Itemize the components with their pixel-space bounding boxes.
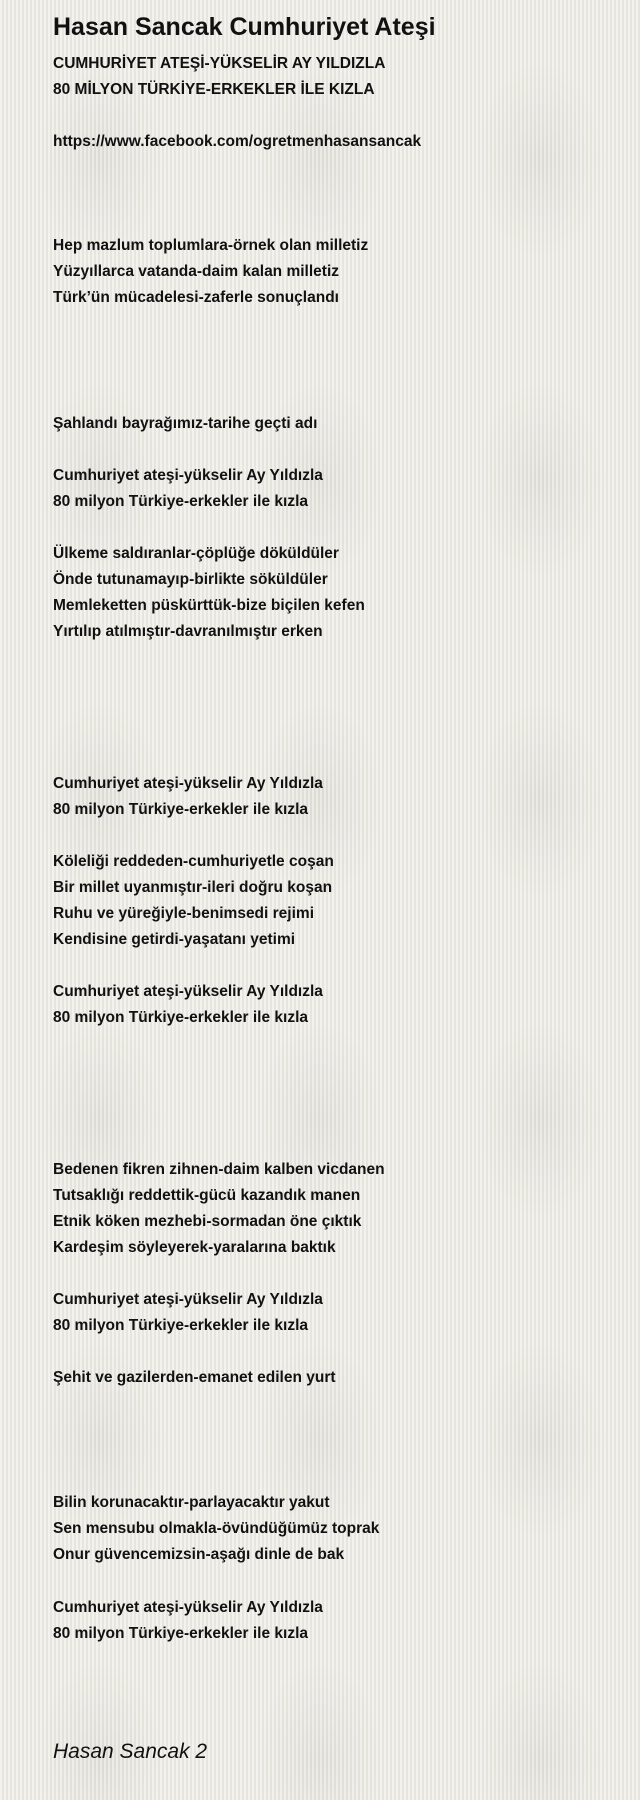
poem-line: Yüzyıllarca vatanda-daim kalan milletiz <box>53 263 340 280</box>
poem-line: Cumhuriyet ateşi-yükselir Ay Yıldızla <box>53 983 323 1000</box>
poem-line: Bilin korunacaktır-parlayacaktır yakut <box>53 1494 330 1511</box>
poem-line: Memleketten püskürttük-bize biçilen kefen <box>53 597 365 614</box>
poem-line: Şahlandı bayrağımız-tarihe geçti adı <box>53 415 318 432</box>
stanza-refrain <box>53 979 323 1031</box>
stanza-refrain <box>53 1287 323 1339</box>
poem-line: Cumhuriyet ateşi-yükselir Ay Yıldızla <box>53 467 323 484</box>
poem-line: Sen mensubu olmakla-övündüğümüz toprak <box>53 1520 380 1537</box>
poem-line: 80 milyon Türkiye-erkekler ile kızla <box>53 1317 309 1334</box>
poem-title: Hasan Sancak Cumhuriyet Ateşi <box>53 13 436 41</box>
poem-line: Cumhuriyet ateşi-yükselir Ay Yıldızla <box>53 1599 323 1616</box>
poem-line: 80 MİLYON TÜRKİYE-ERKEKLER İLE KIZLA <box>53 81 375 98</box>
poem-line: Bedenen fikren zihnen-daim kalben vicdanen <box>53 1161 385 1178</box>
stanza-refrain <box>53 463 323 515</box>
stanza <box>53 1490 379 1568</box>
author-signature: Hasan Sancak 2 <box>53 1740 208 1763</box>
stanza-refrain <box>53 771 323 823</box>
poem-line: 80 milyon Türkiye-erkekler ile kızla <box>53 493 309 510</box>
stanza <box>53 849 334 953</box>
stanza <box>53 411 317 437</box>
poem-line: Köleliği reddeden-cumhuriyetle coşan <box>53 853 334 870</box>
poem-line: Tutsaklığı reddettik-gücü kazandık manen <box>53 1187 361 1204</box>
poem-line: Kardeşim söyleyerek-yaralarına baktık <box>53 1239 336 1256</box>
poem-line: Önde tutunamayıp-birlikte söküldüler <box>53 571 328 588</box>
stanza-refrain-caps <box>53 51 385 103</box>
poem-line: 80 milyon Türkiye-erkekler ile kızla <box>53 801 309 818</box>
stanza <box>53 1157 385 1261</box>
poem-line: Etnik köken mezhebi-sormadan öne çıktık <box>53 1213 362 1230</box>
facebook-link-block <box>53 129 421 155</box>
stanza-refrain <box>53 1595 323 1647</box>
poem-line: Cumhuriyet ateşi-yükselir Ay Yıldızla <box>53 1291 323 1308</box>
poem-line: Cumhuriyet ateşi-yükselir Ay Yıldızla <box>53 775 323 792</box>
poem-line: CUMHURİYET ATEŞİ-YÜKSELİR AY YILDIZLA <box>53 55 386 72</box>
stanza <box>53 1365 336 1391</box>
poem-line: Türk’ün mücadelesi-zaferle sonuçlandı <box>53 289 339 306</box>
stanza <box>53 541 365 645</box>
poem-line: Kendisine getirdi-yaşatanı yetimi <box>53 931 296 948</box>
poem-line: Hep mazlum toplumlara-örnek olan milletiz <box>53 237 369 254</box>
poem-line: Ruhu ve yüreğiyle-benimsedi rejimi <box>53 905 314 922</box>
poem-line: 80 milyon Türkiye-erkekler ile kızla <box>53 1625 309 1642</box>
poem-line: Onur güvencemizsin-aşağı dinle de bak <box>53 1546 345 1563</box>
poem-line: Yırtılıp atılmıştır-davranılmıştır erken <box>53 623 323 640</box>
poem-line: Şehit ve gazilerden-emanet edilen yurt <box>53 1369 336 1386</box>
poem-line: Bir millet uyanmıştır-ileri doğru koşan <box>53 879 333 896</box>
stanza <box>53 233 368 311</box>
facebook-link[interactable]: https://www.facebook.com/ogretmenhasansancak <box>53 133 422 150</box>
poem-line: 80 milyon Türkiye-erkekler ile kızla <box>53 1009 309 1026</box>
poem-line: Ülkeme saldıranlar-çöplüğe döküldüler <box>53 545 339 562</box>
